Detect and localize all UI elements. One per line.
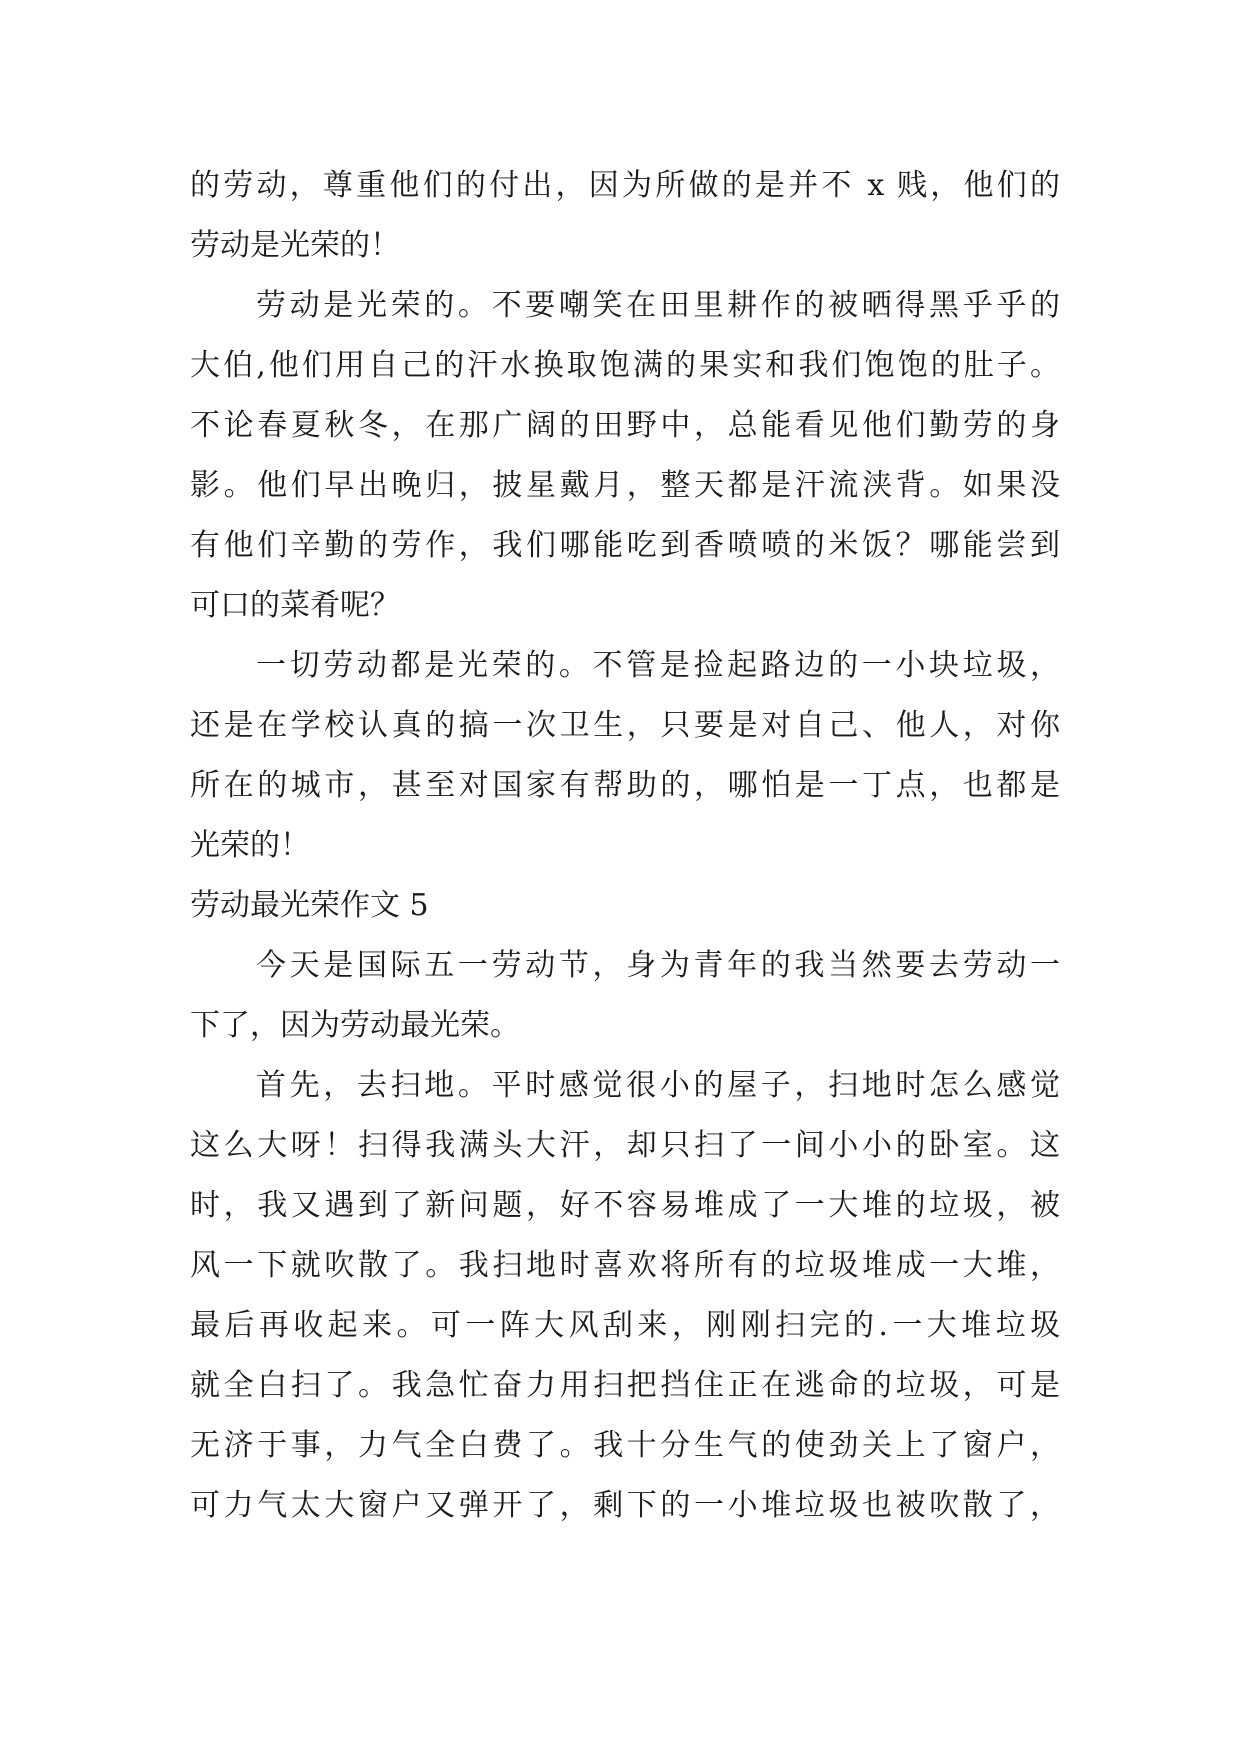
text-line: 还是在学校认真的搞一次卫生，只要是对自己、他人，对你: [190, 708, 1060, 743]
text-line: 下了，因为劳动最光荣。: [190, 1008, 520, 1043]
text-line: 劳动是光荣的。不要嘲笑在田里耕作的被晒得黑乎乎的: [256, 288, 1060, 323]
essay-section: [190, 876, 1060, 1536]
text-line: 这么大呀！扫得我满头大汗，却只扫了一间小小的卧室。这: [190, 1128, 1060, 1163]
text-line: 影。他们早出晚归，披星戴月，整天都是汗流浃背。如果没: [190, 468, 1060, 503]
text-line: 风一下就吹散了。我扫地时喜欢将所有的垃圾堆成一大堆，: [190, 1248, 1060, 1283]
text-line: 无济于事，力气全白费了。我十分生气的使劲关上了窗户，: [190, 1428, 1060, 1463]
text-line: 所在的城市，甚至对国家有帮助的，哪怕是一丁点，也都是: [190, 768, 1060, 803]
text-line: 有他们辛勤的劳作，我们哪能吃到香喷喷的米饭？哪能尝到: [190, 528, 1060, 563]
essay-continuation: [190, 156, 1060, 876]
text-line: 劳动是光荣的！: [190, 228, 400, 263]
text-line: 一切劳动都是光荣的。不管是捡起路边的一小块垃圾，: [256, 648, 1060, 683]
section-title: 劳动最光荣作文 5: [190, 888, 429, 923]
text-line: 的劳动，尊重他们的付出，因为所做的是并不 x 贱，他们的: [190, 168, 1060, 203]
text-line: 今天是国际五一劳动节，身为青年的我当然要去劳动一: [256, 948, 1060, 983]
text-line: 光荣的！: [190, 828, 310, 863]
text-line: 时，我又遇到了新问题，好不容易堆成了一大堆的垃圾，被: [190, 1188, 1060, 1223]
text-line: 首先，去扫地。平时感觉很小的屋子，扫地时怎么感觉: [256, 1068, 1060, 1103]
text-line: 最后再收起来。可一阵大风刮来，刚刚扫完的.一大堆垃圾: [190, 1308, 1060, 1343]
text-line: 就全白扫了。我急忙奋力用扫把挡住正在逃命的垃圾，可是: [190, 1368, 1060, 1403]
text-line: 不论春夏秋冬，在那广阔的田野中，总能看见他们勤劳的身: [190, 408, 1060, 443]
text-line: 可力气太大窗户又弹开了，剩下的一小堆垃圾也被吹散了，: [190, 1488, 1060, 1523]
text-line: 大伯,他们用自己的汗水换取饱满的果实和我们饱饱的肚子。: [190, 348, 1060, 383]
text-line: 可口的菜肴呢？: [190, 588, 400, 623]
